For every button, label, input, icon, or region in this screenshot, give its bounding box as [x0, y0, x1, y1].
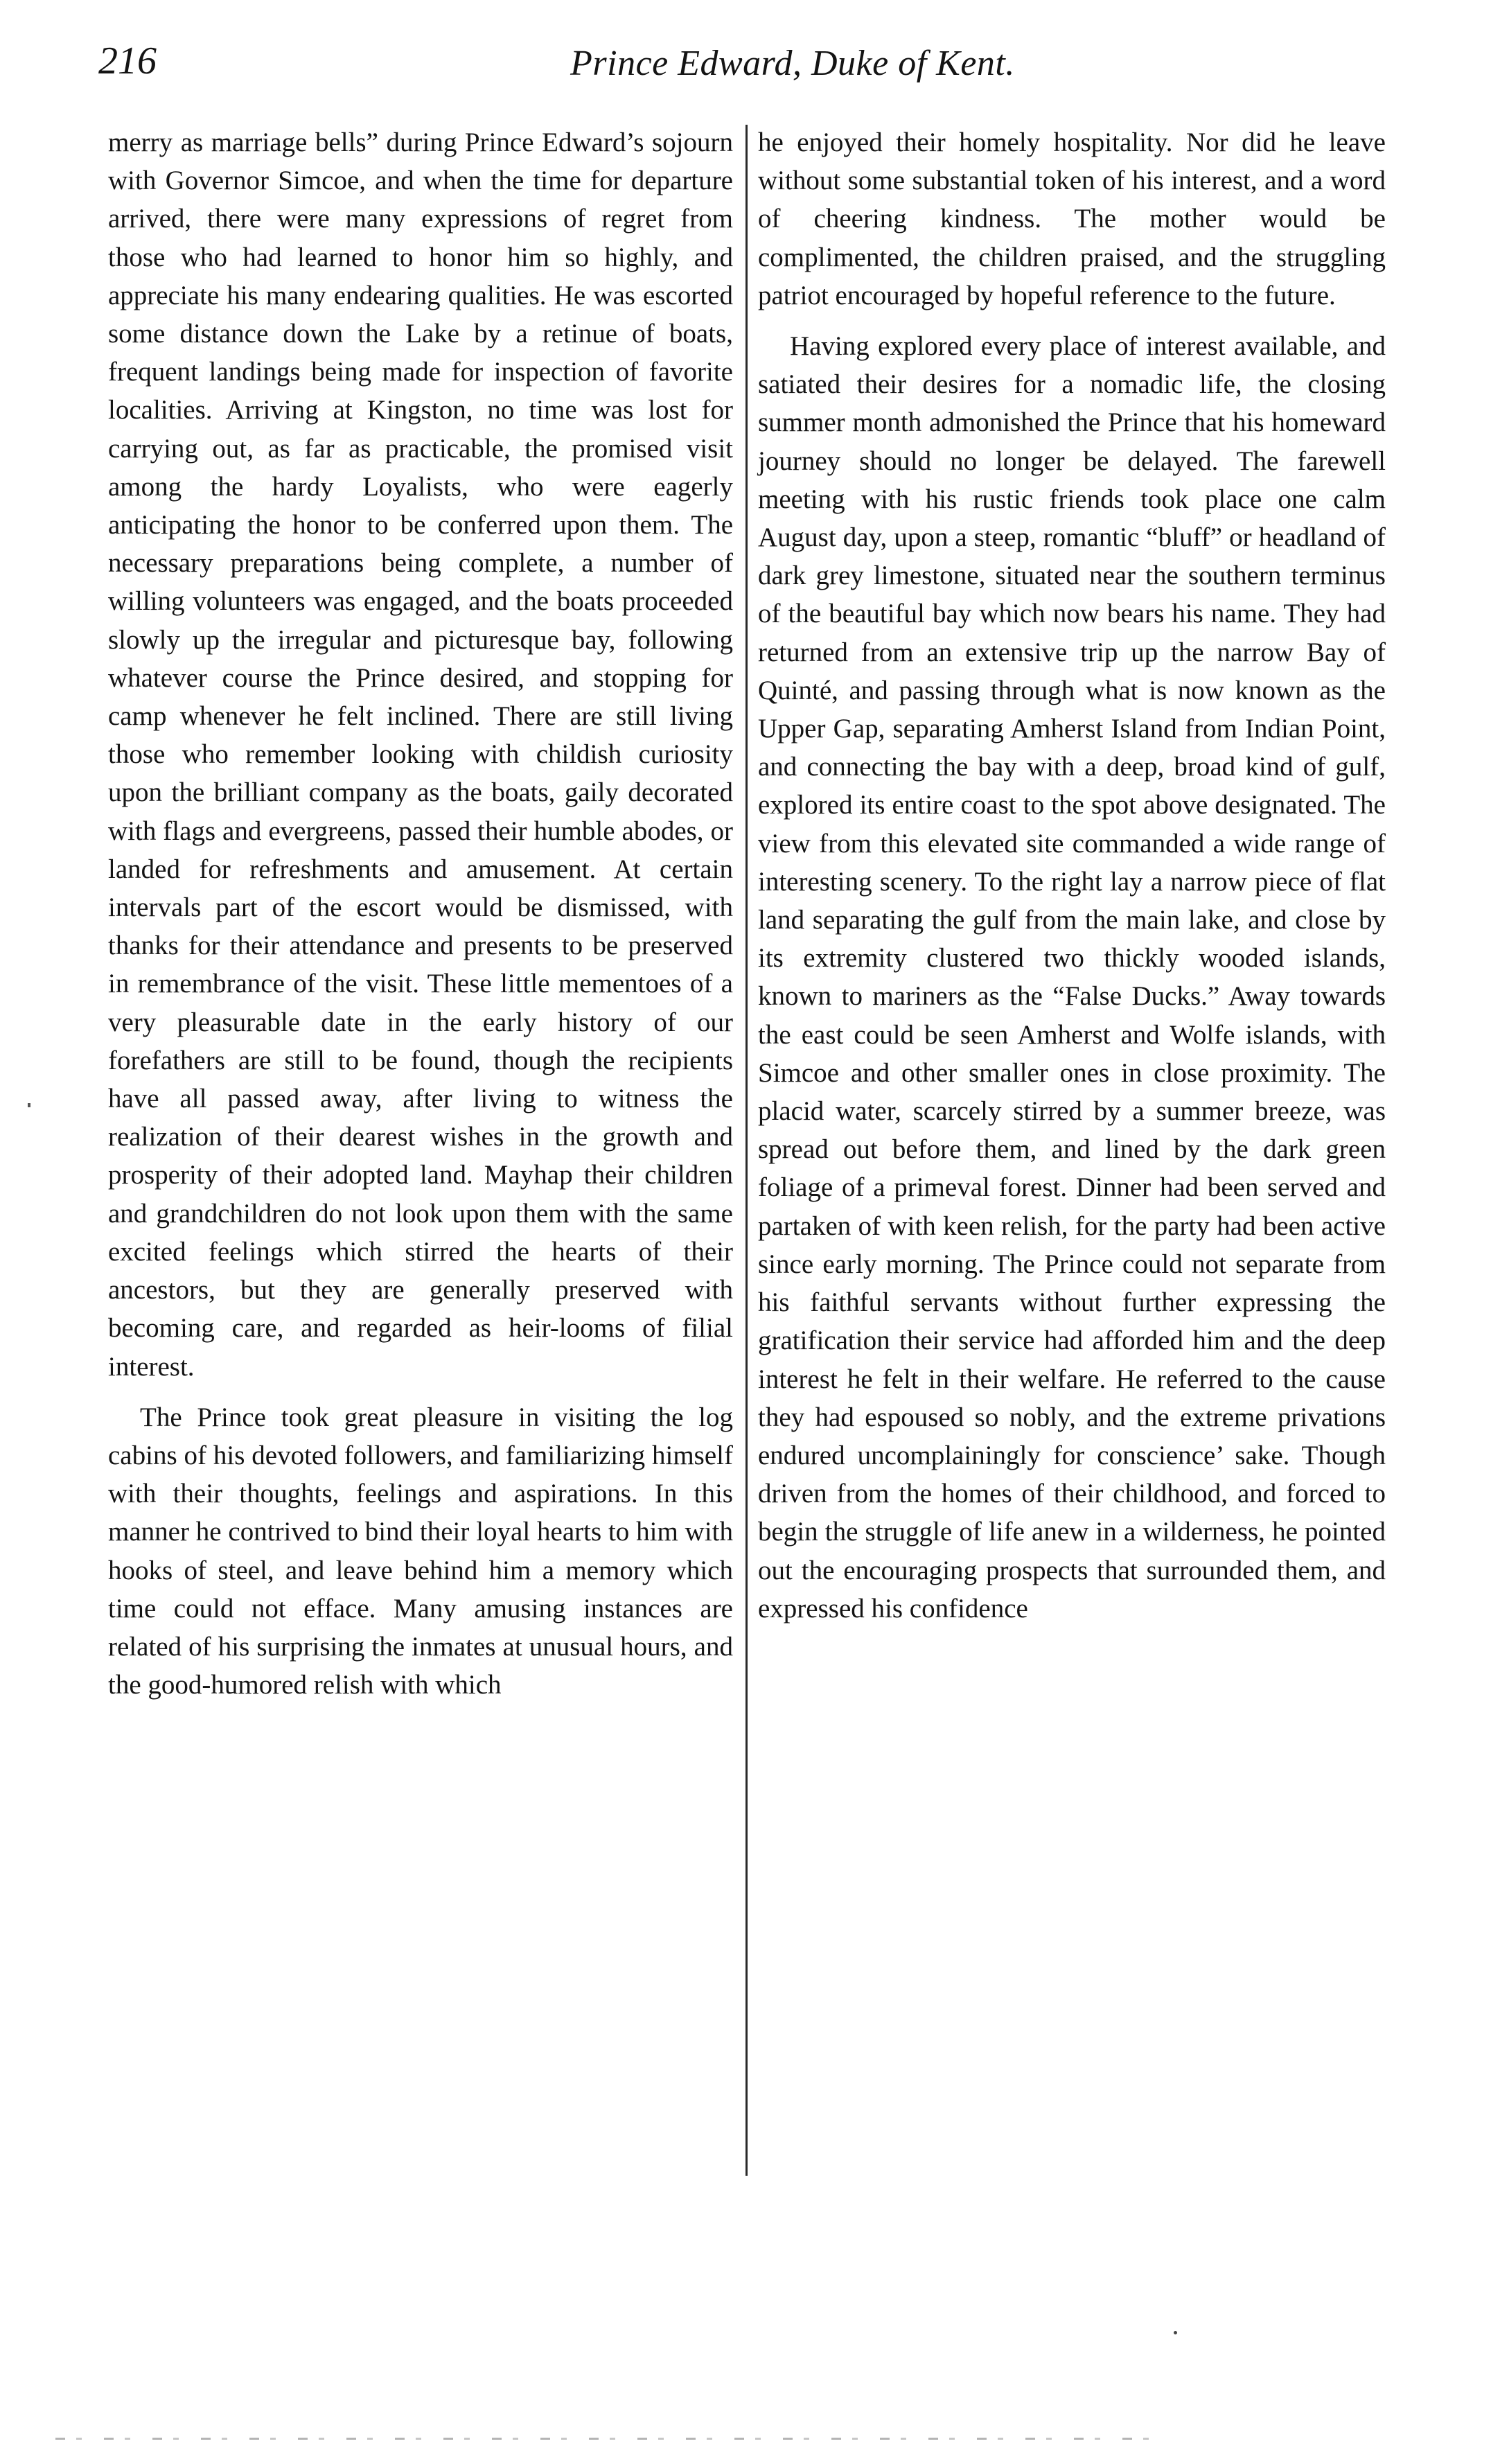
paragraph: merry as marriage bells” during Prince Edward’s sojourn with Governor Simcoe, and when the time for departure arrived, there were many expressions of regret from those who had learned to honor him so highly, and appreciate his many endearing qualities. He was escorted some distance down the Lake by a retinue of boats, frequent landings being made for inspection of favorite localities. Arriving at Kingston, no time was lost for carrying out, as far as practicable, the promised visit among the hardy Loyalists, who were eagerly anticipating the honor to be conferred upon them. The necessary preparations being complete, a number of willing volunteers was engaged, and the boats proceeded slowly up the irregular and picturesque bay, following whatever course the Prince desired, and stopping for camp whenever he felt inclined. There are still living those who remember looking with childish curiosity upon the brilliant company as the boats, gaily decorated with flags and evergreens, passed their humble abodes, or landed for refreshments and amusement. At certain intervals part of the escort would be dismissed, with thanks for their attendance and presents to be preserved in remembrance of the visit. These little mementoes of a very pleasurable date in the early history of our forefathers are still to be found, though the recipients have all passed away, after living to witness the realization of their dearest wishes in the growth and prosperity of their adopted land. Mayhap their children and grandchildren do not look upon them with the same excited feelings which stirred the hearts of their ancestors, but they are generally preserved with becoming care, and regarded as heir-looms of filial interest.: [108, 127, 733, 1382]
scan-edge-noise: [55, 2438, 1164, 2440]
ink-speck: [1174, 2331, 1177, 2334]
left-text-column: [108, 123, 733, 1704]
column-divider: [745, 125, 748, 2176]
paragraph: The Prince took great pleasure in visiting the log cabins of his devoted followers, and familiarizing himself with their thoughts, feelings and aspirations. In this manner he contrived to bind their loyal hearts to him with hooks of steel, and leave behind him a memory which time could not efface. Many amusing instances are related of his surprising the inmates at unusual hours, and the good-humored relish with which: [108, 1402, 733, 1700]
right-text-column: [758, 123, 1386, 1628]
paragraph: Having explored every place of interest available, and satiated their desires for a nomadic life, the closing summer month admonished the Prince that his homeward journey should no longer be delayed. The farewell meeting with his rustic friends took place one calm August day, upon a steep, romantic “bluff” or headland of dark grey limestone, situated near the southern terminus of the beautiful bay which now bears his name. They had returned from an extensive trip up the narrow Bay of Quinté, and passing through what is now known as the Upper Gap, separating Amherst Island from Indian Point, and connecting the bay with a deep, broad kind of gulf, explored its entire coast to the spot above designated. The view from this elevated site commanded a wide range of interesting scenery. To the right lay a narrow piece of flat land separating the gulf from the main lake, and close by its extremity clustered two thickly wooded islands, known to mariners as the “False Ducks.” Away towards the east could be seen Amherst and Wolfe islands, with Simcoe and other smaller ones in close proximity. The placid water, scarcely stirred by a summer breeze, was spread out before them, and lined by the dark green foliage of a primeval forest. Dinner had been served and partaken of with keen relish, for the party had been active since early morning. The Prince could not separate from his faithful servants without further expressing the gratification their service had afforded him and the deep interest he felt in their welfare. He referred to the cause they had espoused so nobly, and the extreme privations endured uncomplainingly for conscience’ sake. Though driven from the homes of their childhood, and forced to begin the struggle of life anew in a wilderness, he pointed out the encouraging prospects that surrounded them, and expressed his confidence: [758, 331, 1386, 1623]
paragraph: he enjoyed their homely hospitality. Nor did he leave without some substantial token of his interest, and a word of cheering kindness. The mother would be complimented, the children praised, and the struggling patriot encouraged by hopeful reference to the future.: [758, 127, 1386, 310]
margin-speck: [28, 1103, 30, 1107]
running-title: Prince Edward, Duke of Kent.: [570, 44, 1015, 83]
page-number: 216: [98, 39, 157, 82]
